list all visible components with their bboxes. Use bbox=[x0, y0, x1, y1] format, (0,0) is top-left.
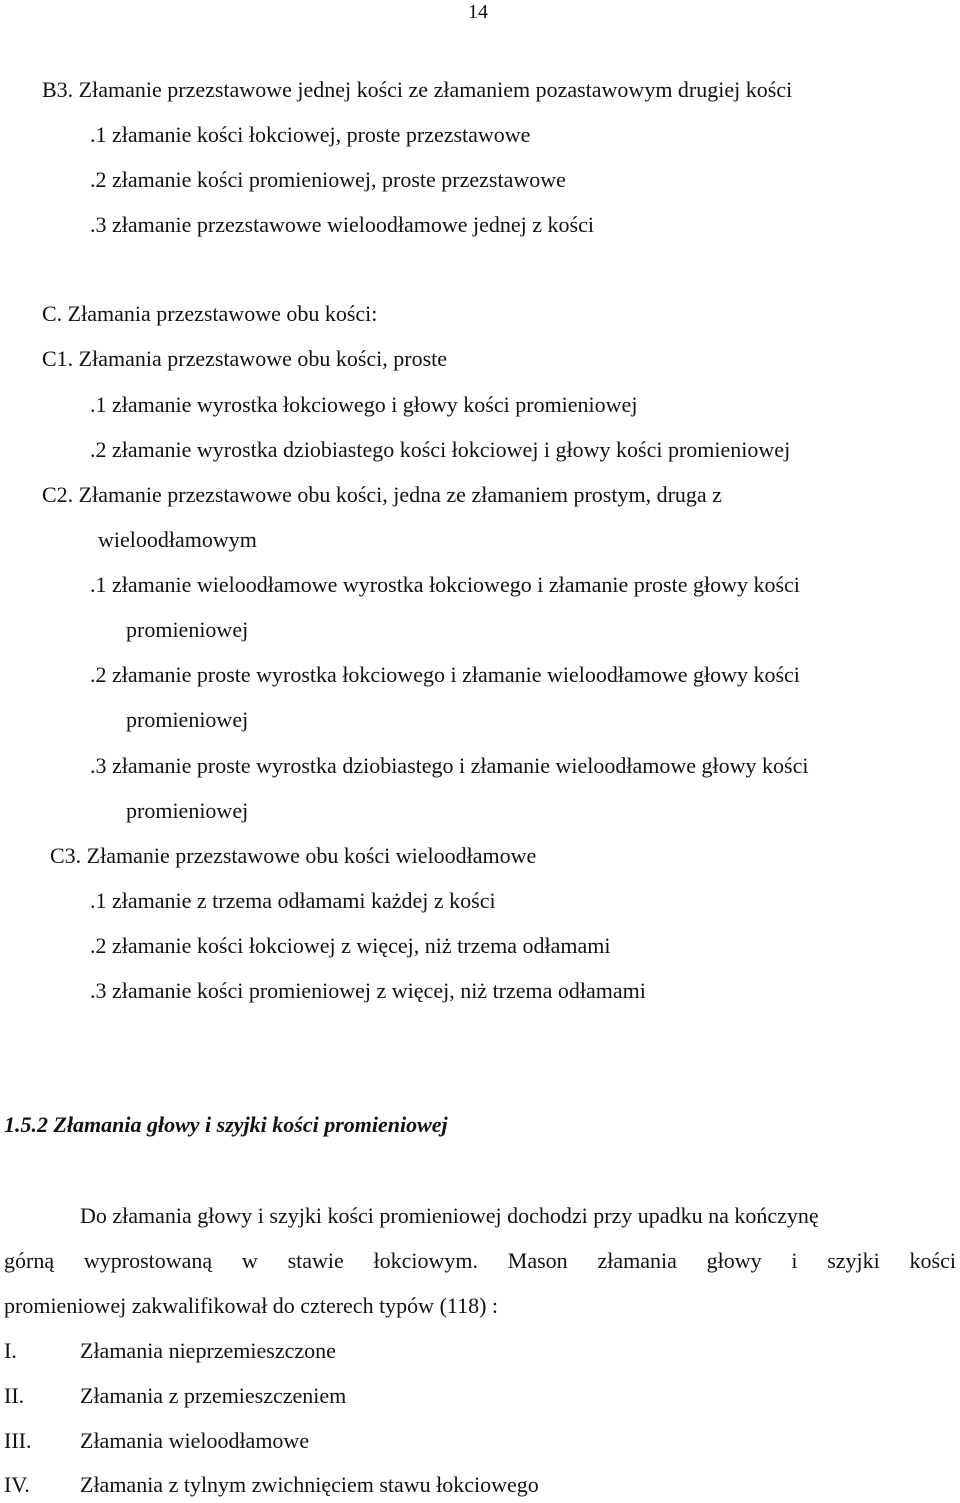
group-c2-item-3-cont: promieniowej bbox=[126, 798, 249, 823]
group-c2-item-3: .3 złamanie proste wyrostka dziobiastego i złamanie wieloodłamowe głowy kości bbox=[90, 753, 809, 778]
group-c3-item-1: .1 złamanie z trzema odłamami każdej z kości bbox=[90, 888, 496, 913]
group-c3-item-2: .2 złamanie kości łokciowej z więcej, niż trzema odłamami bbox=[90, 933, 611, 958]
section-heading: 1.5.2 Złamania głowy i szyjki kości promieniowej bbox=[4, 1112, 448, 1137]
group-b3-title: B3. Złamanie przezstawowe jednej kości ze złamaniem pozastawowym drugiej kości bbox=[42, 77, 793, 102]
type-numeral: III. bbox=[4, 1428, 32, 1453]
page-number: 14 bbox=[468, 1, 488, 23]
paragraph-line-1: Do złamania głowy i szyjki kości promieniowej dochodzi przy upadku na kończynę bbox=[80, 1203, 819, 1228]
paragraph-line-2: górną wyprostowaną w stawie łokciowym. Mason złamania głowy i szyjki kości bbox=[4, 1248, 956, 1273]
type-item-4 bbox=[0, 1474, 960, 1500]
group-c3-item-3: .3 złamanie kości promieniowej z więcej, niż trzema odłamami bbox=[90, 978, 646, 1003]
type-text: Złamania z tylnym zwichnięciem stawu łokciowego bbox=[80, 1472, 539, 1497]
group-c2-item-2-cont: promieniowej bbox=[126, 707, 249, 732]
type-item-3 bbox=[0, 1430, 960, 1456]
group-c2-item-2: .2 złamanie proste wyrostka łokciowego i złamanie wieloodłamowe głowy kości bbox=[90, 662, 800, 687]
type-text: Złamania nieprzemieszczone bbox=[80, 1338, 336, 1363]
type-numeral: II. bbox=[4, 1383, 25, 1408]
group-c1-title: C1. Złamania przezstawowe obu kości, proste bbox=[42, 346, 448, 371]
group-c1-item-2: .2 złamanie wyrostka dziobiastego kości łokciowej i głowy kości promieniowej bbox=[90, 437, 791, 462]
group-c2-item-1: .1 złamanie wieloodłamowe wyrostka łokciowego i złamanie proste głowy kości bbox=[90, 572, 800, 597]
type-text: Złamania z przemieszczeniem bbox=[80, 1383, 347, 1408]
group-c2-item-1-cont: promieniowej bbox=[126, 617, 249, 642]
type-numeral: IV. bbox=[4, 1472, 30, 1497]
paragraph-line-3: promieniowej zakwalifikował do czterech typów (118) : bbox=[4, 1293, 499, 1318]
group-c3-title: C3. Złamanie przezstawowe obu kości wieloodłamowe bbox=[50, 843, 537, 868]
group-c2-title: C2. Złamanie przezstawowe obu kości, jedna ze złamaniem prostym, druga z bbox=[42, 482, 722, 507]
type-item-1 bbox=[0, 1340, 960, 1366]
type-text: Złamania wieloodłamowe bbox=[80, 1428, 310, 1453]
type-numeral: I. bbox=[4, 1338, 17, 1363]
group-b3-item-2: .2 złamanie kości promieniowej, proste przezstawowe bbox=[90, 167, 566, 192]
group-c2-title-cont: wieloodłamowym bbox=[98, 527, 257, 552]
group-c1-item-1: .1 złamanie wyrostka łokciowego i głowy kości promieniowej bbox=[90, 392, 638, 417]
group-b3-item-3: .3 złamanie przezstawowe wieloodłamowe jednej z kości bbox=[90, 212, 594, 237]
type-item-2 bbox=[0, 1385, 960, 1411]
group-c-title: C. Złamania przezstawowe obu kości: bbox=[42, 301, 378, 326]
group-b3-item-1: .1 złamanie kości łokciowej, proste przezstawowe bbox=[90, 122, 531, 147]
